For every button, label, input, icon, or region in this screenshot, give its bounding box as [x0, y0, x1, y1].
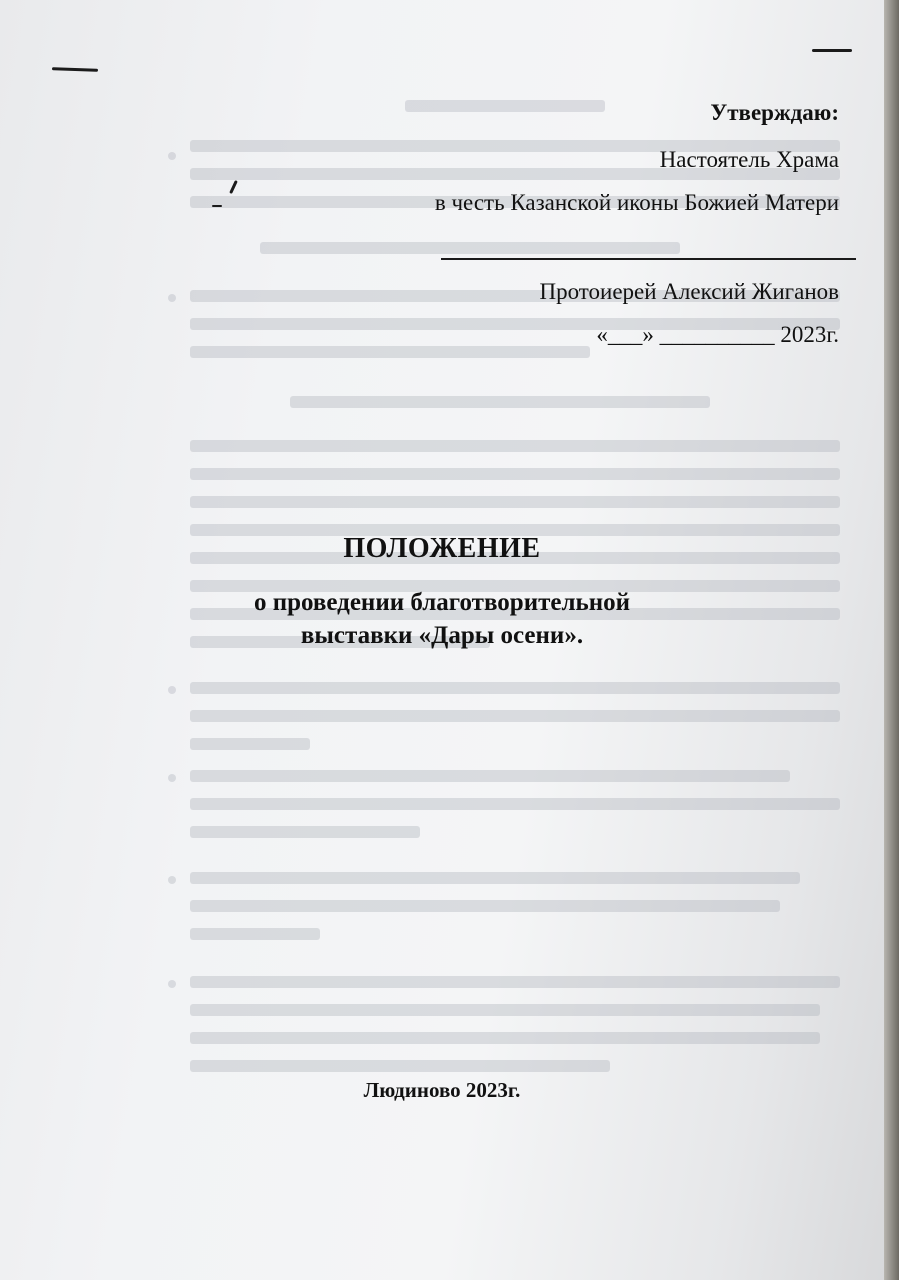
pen-mark-small — [229, 180, 238, 194]
pen-mark-small-2 — [212, 205, 222, 207]
approval-date-line: «___» __________ 2023г. — [596, 322, 839, 347]
pen-mark-right — [812, 49, 852, 52]
signature-line — [441, 258, 856, 260]
page-edge-shadow — [884, 0, 899, 1280]
approval-church: в честь Казанской иконы Божией Матери — [434, 190, 839, 215]
approval-heading: Утверждаю: — [710, 100, 839, 125]
footer-city-year: Людиново 2023г. — [363, 1078, 521, 1102]
document-subtitle — [0, 586, 884, 652]
approval-position: Настоятель Храма — [659, 147, 839, 172]
document-subtitle-line1: о проведении благотворительной — [253, 589, 631, 616]
document-title: ПОЛОЖЕНИЕ — [343, 533, 541, 564]
approval-signatory: Протоиерей Алексий Жиганов — [539, 279, 839, 304]
pen-mark-left — [52, 67, 98, 72]
document-subtitle-line2: выставки «Дары осени». — [300, 622, 584, 649]
